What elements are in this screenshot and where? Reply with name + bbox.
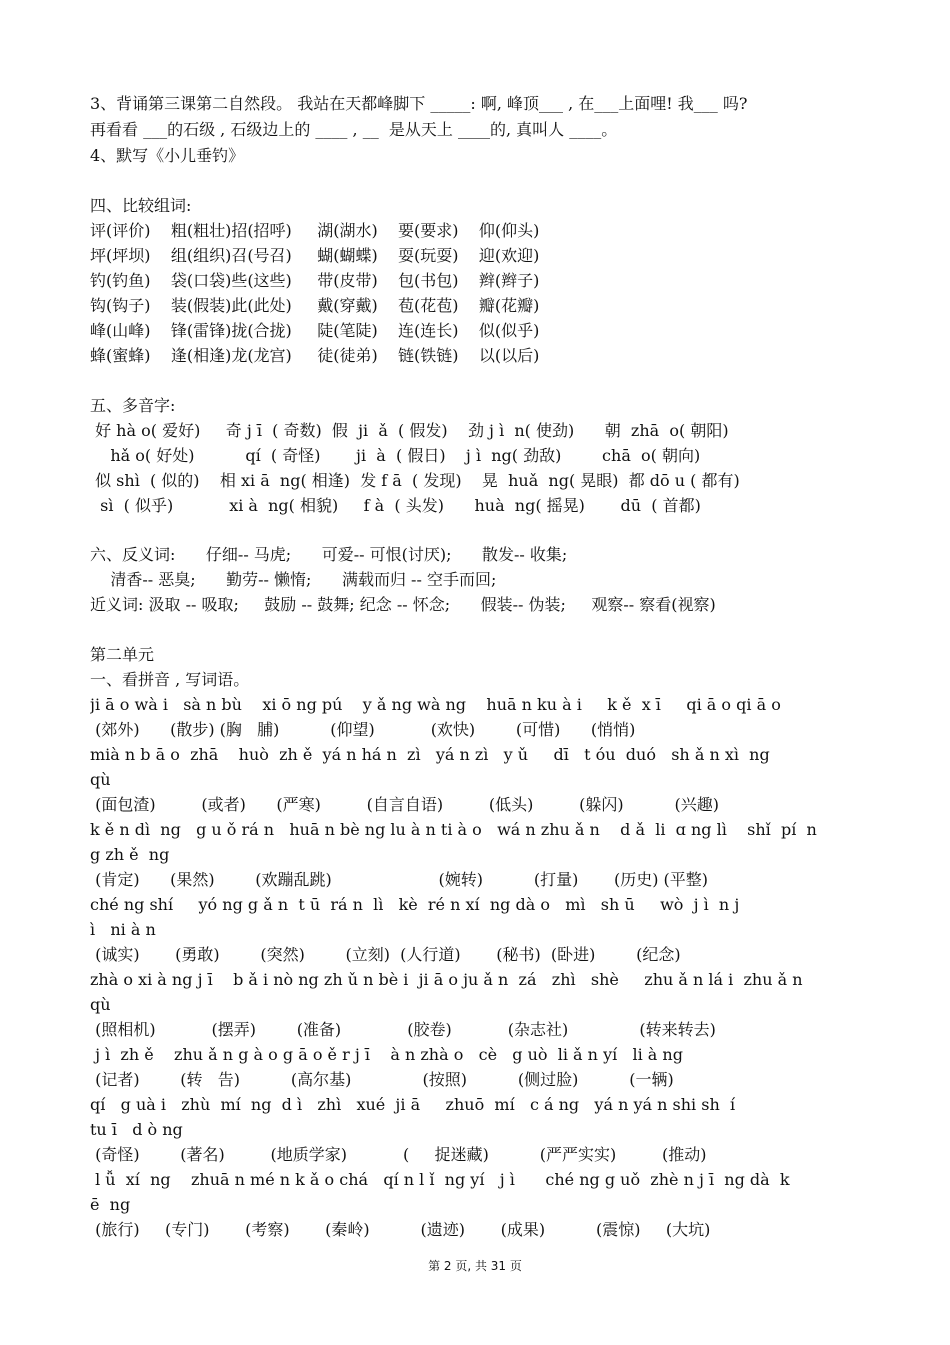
recitation-q3-line2: 再看看 ___的石级 , 石级边上的 ____ , __ 是从天上 ____的, 真叫人 ____。 [90,120,618,139]
compare-words-row: 峰(山峰) 锋(雷锋)拢(合拢) 陡(笔陡) 连(连长) 似(似乎) [90,321,540,340]
polyphones-row: hǎ o( 好处) qí ( 奇怪) ji à ( 假日) j ì ng( 劲敌) chā o( 朝向) [90,446,701,465]
words-row: (面包渣) (或者) (严寒) (自言自语) (低头) (躲闪) (兴趣) [90,795,719,814]
pinyin-row: qù [90,770,111,789]
pinyin-row: ē ng [90,1195,131,1214]
pinyin-row: zhà o xi à ng j ī b ǎ i nò ng zh ǔ n bè i ji ā o ju ǎ n zá zhì shè zhu ǎ n lá i zhu ǎ n [90,970,803,989]
synonyms-row: 近义词: 汲取 -- 吸取; 鼓励 -- 鼓舞; 纪念 -- 怀念; 假装-- 伪装; 观察-- 察看(视察) [90,595,716,614]
pinyin-row: j ì zh ě zhu ǎ n g à o g ā o ě r j ī à n zhà o cè g uò li ǎ n yí li à ng [90,1045,683,1064]
recitation-q3-line1: 3、背诵第三课第二自然段。 我站在天都峰脚下 _____: 啊, 峰顶___ , 在___上面哩! 我___ 吗? [90,94,748,113]
recitation-q4: 4、默写《小儿垂钓》 [90,146,245,165]
words-row: (记者) (转 告) (高尔基) (按照) (侧过脸) (一辆) [90,1070,674,1089]
words-row: (旅行) (专门) (考察) (秦岭) (遗迹) (成果) (震惊) (大坑) [90,1220,711,1239]
pinyin-row: k ě n dì ng g u ǒ rá n huā n bè ng lu à n ti à o wá n zhu ǎ n d ǎ li ɑ ng lì shǐ pí n [90,820,817,839]
pinyin-row: ché ng shí yó ng g ǎ n t ū rá n lì kè ré n xí ng dà o mì sh ū wò j ì n j [90,895,740,914]
polyphones-heading: 五、多音字: [90,396,176,415]
words-row: (肯定) (果然) (欢蹦乱跳) (婉转) (打量) (历史) (平整) [90,870,709,889]
pinyin-row: mià n b ā o zhā huò zh ě yá n há n zì yá n zì y ǔ dī t óu duó sh ǎ n xì ng [90,745,770,764]
polyphones-row: 似 shì ( 似的) 相 xi ā ng( 相逢) 发 f ā ( 发现) 晃 huǎ ng( 晃眼) 都 dō u ( 都有) [90,471,740,490]
compare-words-row: 评(评价) 粗(粗壮)招(招呼) 湖(湖水) 要(要求) 仰(仰头) [90,221,540,240]
pinyin-row: g zh ě ng [90,845,170,864]
pinyin-row: l ǚ xí ng zhuā n mé n k ǎ o chá qí n l ǐ ng yí j ì ché ng g uǒ zhè n j ī ng dà k [90,1170,790,1189]
antonyms-row: 六、反义词: 仔细-- 马虎; 可爱-- 可恨(讨厌); 散发-- 收集; [90,545,568,564]
polyphones-row: 好 hà o( 爱好) 奇 j ī ( 奇数) 假 ji ǎ ( 假发) 劲 j ì n( 使劲) 朝 zhā o( 朝阳) [90,421,729,440]
antonyms-row: 清香-- 恶臭; 勤劳-- 懒惰; 满载而归 -- 空手而回; [90,570,497,589]
pinyin-row: tu ī d ò ng [90,1120,183,1139]
compare-words-heading: 四、比较组词: [90,196,192,215]
polyphones-row: sì ( 似乎) xi à ng( 相貌) f à ( 头发) huà ng( 摇晃) dū ( 首都) [90,496,701,515]
pinyin-row: qí g uà i zhù mí ng d ì zhì xué ji ā zhuō mí c á ng yá n yá n shi sh í [90,1095,736,1114]
compare-words-row: 钩(钩子) 装(假装)此(此处) 戴(穿戴) 苞(花苞) 瓣(花瓣) [90,296,540,315]
pinyin-row: ji ā o wà i sà n bù xi ō ng pú y ǎ ng wà ng huā n ku à i k ě x ī qi ā o qi ā o [90,695,781,714]
page-number: 第 2 页, 共 31 页 [428,1259,522,1273]
compare-words-row: 坪(坪坝) 组(组织)召(号召) 蝴(蝴蝶) 耍(玩耍) 迎(欢迎) [90,246,540,265]
unit2-heading: 一、看拼音 , 写词语。 [90,670,250,689]
compare-words-row: 蜂(蜜蜂) 逢(相逢)龙(龙宫) 徒(徒弟) 链(铁链) 以(以后) [90,346,540,365]
pinyin-row: ì ni à n [90,920,156,939]
words-row: (诚实) (勇敢) (突然) (立刻) (人行道) (秘书) (卧进) (纪念) [90,945,681,964]
words-row: (奇怪) (著名) (地质学家) ( 捉迷藏) (严严实实) (推动) [90,1145,707,1164]
compare-words-row: 钓(钓鱼) 袋(口袋)些(这些) 带(皮带) 包(书包) 辫(辫子) [90,271,540,290]
words-row: (照相机) (摆弄) (准备) (胶卷) (杂志社) (转来转去) [90,1020,716,1039]
pinyin-row: qù [90,995,111,1014]
words-row: (郊外) (散步) (胸 脯) (仰望) (欢快) (可惜) (悄悄) [90,720,636,739]
unit2-title: 第二单元 [90,645,155,664]
